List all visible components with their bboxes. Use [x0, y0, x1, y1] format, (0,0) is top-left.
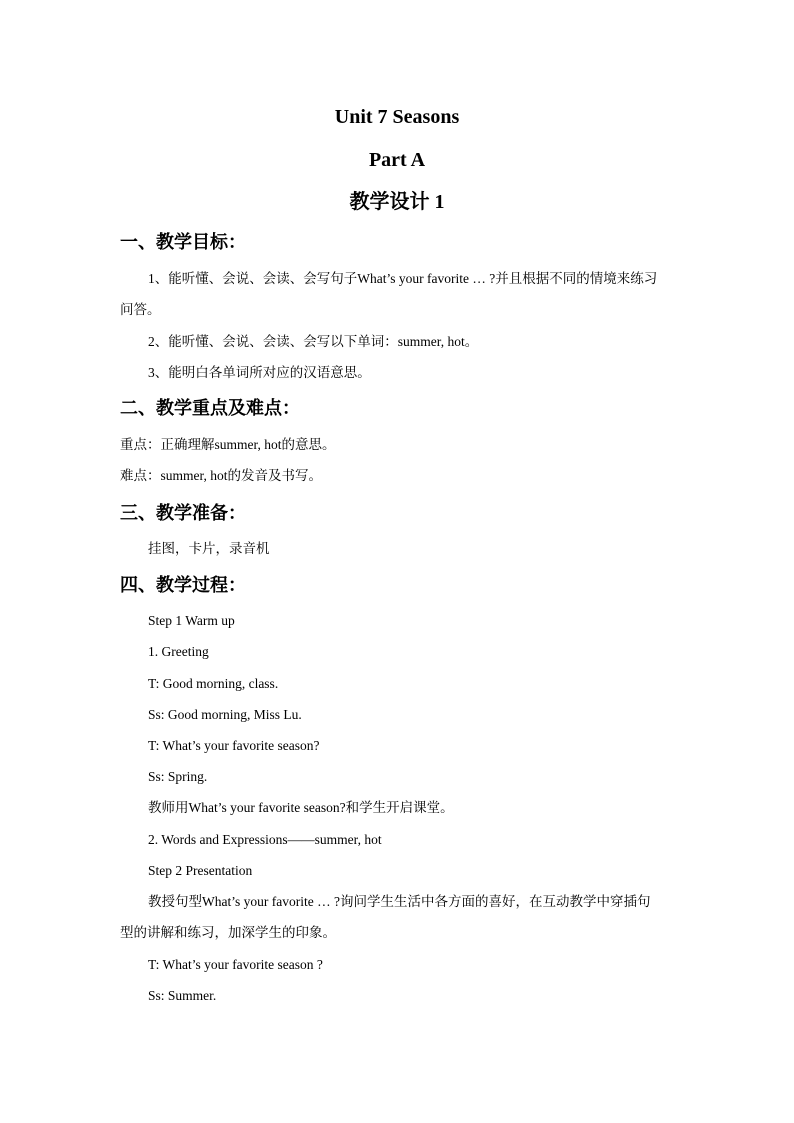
- process-line: T: Good morning, class.: [148, 676, 279, 691]
- objective-1-line-2: 问答。: [120, 302, 161, 317]
- process-line: Step 1 Warm up: [148, 613, 235, 628]
- difficult-point: 难点：summer, hot的发音及书写。: [120, 468, 322, 483]
- design-title: 教学设计 1: [349, 191, 445, 213]
- section-heading-process: 四、教学过程：: [120, 575, 246, 596]
- process-line: Step 2 Presentation: [148, 863, 253, 878]
- part-title: Part A: [368, 149, 426, 171]
- process-line: 1. Greeting: [148, 644, 209, 659]
- process-line: Ss: Good morning, Miss Lu.: [148, 707, 302, 722]
- presentation-para-line-1: 教授句型What’s your favorite … ?询问学生生活中各方面的喜好，在互动教学中穿插句: [148, 894, 651, 909]
- key-point: 重点：正确理解summer, hot的意思。: [120, 437, 336, 452]
- preparation-materials: 挂图，卡片，录音机: [148, 541, 270, 556]
- process-line: 2. Words and Expressions——summer, hot: [148, 832, 382, 847]
- unit-title: Unit 7 Seasons: [334, 106, 460, 128]
- section-heading-key-points: 二、教学重点及难点：: [120, 398, 300, 419]
- process-line: Ss: Summer.: [148, 988, 217, 1003]
- objective-3: 3、能明白各单词所对应的汉语意思。: [148, 365, 371, 380]
- presentation-para-line-2: 型的讲解和练习，加深学生的印象。: [120, 925, 336, 940]
- process-line: T: What’s your favorite season?: [148, 738, 320, 753]
- section-heading-objectives: 一、教学目标：: [120, 232, 246, 253]
- process-line: Ss: Spring.: [148, 769, 208, 784]
- objective-1-line-1: 1、能听懂、会说、会读、会写句子What’s your favorite … ?并且根据不同的情境来练习: [148, 271, 658, 286]
- objective-2: 2、能听懂、会说、会读、会写以下单词：summer, hot。: [148, 334, 479, 349]
- process-line: T: What’s your favorite season ?: [148, 957, 323, 972]
- process-line: 教师用What’s your favorite season?和学生开启课堂。: [148, 800, 454, 815]
- section-heading-preparation: 三、教学准备：: [120, 503, 246, 524]
